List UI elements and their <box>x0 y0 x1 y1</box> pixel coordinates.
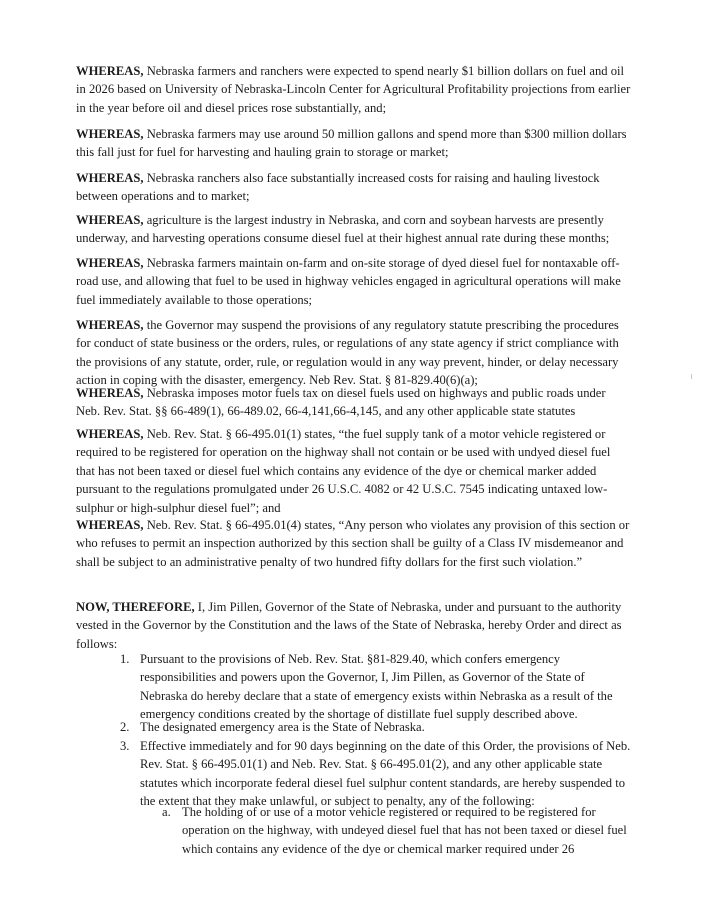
paragraph-text: Neb. Rev. Stat. § 66-495.01(4) states, “Any person who violates any provision of this section or who refuses to permit an inspection authorized by this section shall be guilty of a Class IV misdemeanor and shall be subject to an administrative penalty of two hundred fifty dollars for the first such violation.” <box>76 518 630 569</box>
paragraph-lead: WHEREAS, <box>76 318 144 332</box>
subitem-letter: a. <box>162 805 171 819</box>
paragraph-lead: WHEREAS, <box>76 127 144 141</box>
paragraph-lead: NOW, THEREFORE, <box>76 600 195 614</box>
whereas-paragraph-5 <box>76 254 632 309</box>
paragraph-text: Nebraska farmers maintain on-farm and on-site storage of dyed diesel fuel for nontaxable off-road use, and allowing that fuel to be used in highway vehicles engaged in agricultural operations will make fuel immediately available to those operations; <box>76 256 621 307</box>
item-text: Effective immediately and for 90 days beginning on the date of this Order, the provisions of Neb. Rev. Stat. § 66-495.01(1) and Neb. Rev. Stat. § 66-495.01(2), and any other applicable state statutes which incorporate federal diesel fuel sulphur content standards, are hereby suspended to the extent that they make unlawful, or subject to penalty, any of the following: <box>140 739 631 809</box>
whereas-paragraph-8 <box>76 425 632 517</box>
paragraph-lead: WHEREAS, <box>76 386 144 400</box>
paragraph-text: the Governor may suspend the provisions of any regulatory statute prescribing the procedures for conduct of state business or the orders, rules, or regulations of any state agency if strict compliance with the provisions of any statute, order, rule, or regulation would in any way prevent, hinder, or delay necessary action in coping with the disaster, emergency. Neb Rev. Stat. § 81-829.40(6)(a); <box>76 318 619 388</box>
whereas-paragraph-3 <box>76 169 632 206</box>
whereas-paragraph-1 <box>76 62 632 117</box>
paragraph-lead: WHEREAS, <box>76 213 144 227</box>
whereas-paragraph-7 <box>76 384 632 421</box>
paragraph-text: Neb. Rev. Stat. § 66-495.01(1) states, “the fuel supply tank of a motor vehicle registered or required to be registered for operation on the highway shall not contain or be used with undyed diesel fuel that has not been taxed or diesel fuel which contains any evidence of the dye or chemical marker added pursuant to the regulations promulgated under 26 U.S.C. 4082 or 42 U.S.C. 7545 indicating untaxed low-sulphur or high-sulphur diesel fuel”; and <box>76 427 611 515</box>
item-number: 3. <box>120 739 130 753</box>
whereas-paragraph-6 <box>76 316 632 390</box>
paragraph-lead: WHEREAS, <box>76 256 144 270</box>
paragraph-text: agriculture is the largest industry in Nebraska, and corn and soybean harvests are presently underway, and harvesting operations consume diesel fuel at their highest annual rate during these months; <box>76 213 610 246</box>
item-number: 2. <box>120 720 130 734</box>
item-number: 1. <box>120 652 130 666</box>
paragraph-lead: WHEREAS, <box>76 427 144 441</box>
margin-mark <box>691 374 692 379</box>
whereas-paragraph-4 <box>76 211 632 248</box>
subitem-text: The holding of or use of a motor vehicle registered or required to be registered for operation on the highway, with undeyed diesel fuel that has not been taxed or diesel fuel which contains any evidence of the dye or chemical marker required under 26 <box>182 805 627 856</box>
paragraph-text: Nebraska imposes motor fuels tax on diesel fuels used on highways and public roads under Neb. Rev. Stat. §§ 66-489(1), 66-489.02, 66-4,141,66-4,145, and any other applicable state statutes <box>76 386 606 419</box>
item-text: Pursuant to the provisions of Neb. Rev. Stat. §81-829.40, which confers emergency responsibilities and powers upon the Governor, I, Jim Pillen, as Governor of the State of Nebraska do hereby declare that a state of emergency exists within Nebraska as a result of the emergency conditions created by the shortage of distillate fuel supply described above. <box>140 652 613 722</box>
paragraph-lead: WHEREAS, <box>76 171 144 185</box>
now-therefore-paragraph <box>76 598 632 653</box>
paragraph-text: Nebraska farmers may use around 50 million gallons and spend more than $300 million dollars this fall just for fuel for harvesting and hauling grain to storage or market; <box>76 127 627 160</box>
paragraph-text: Nebraska farmers and ranchers were expected to spend nearly $1 billion dollars on fuel and oil in 2026 based on University of Nebraska-Lincoln Center for Agricultural Profitability projections from earlier in the year before oil and diesel prices rose substantially, and; <box>76 64 631 115</box>
paragraph-lead: WHEREAS, <box>76 64 144 78</box>
whereas-paragraph-9 <box>76 516 632 571</box>
whereas-paragraph-2 <box>76 125 632 162</box>
item-text: The designated emergency area is the State of Nebraska. <box>140 720 425 734</box>
paragraph-text: Nebraska ranchers also face substantially increased costs for raising and hauling livestock between operations and to market; <box>76 171 600 204</box>
paragraph-lead: WHEREAS, <box>76 518 144 532</box>
paragraph-text: I, Jim Pillen, Governor of the State of Nebraska, under and pursuant to the authority vested in the Governor by the Constitution and the laws of the State of Nebraska, hereby Order and direct as follows: <box>76 600 622 651</box>
